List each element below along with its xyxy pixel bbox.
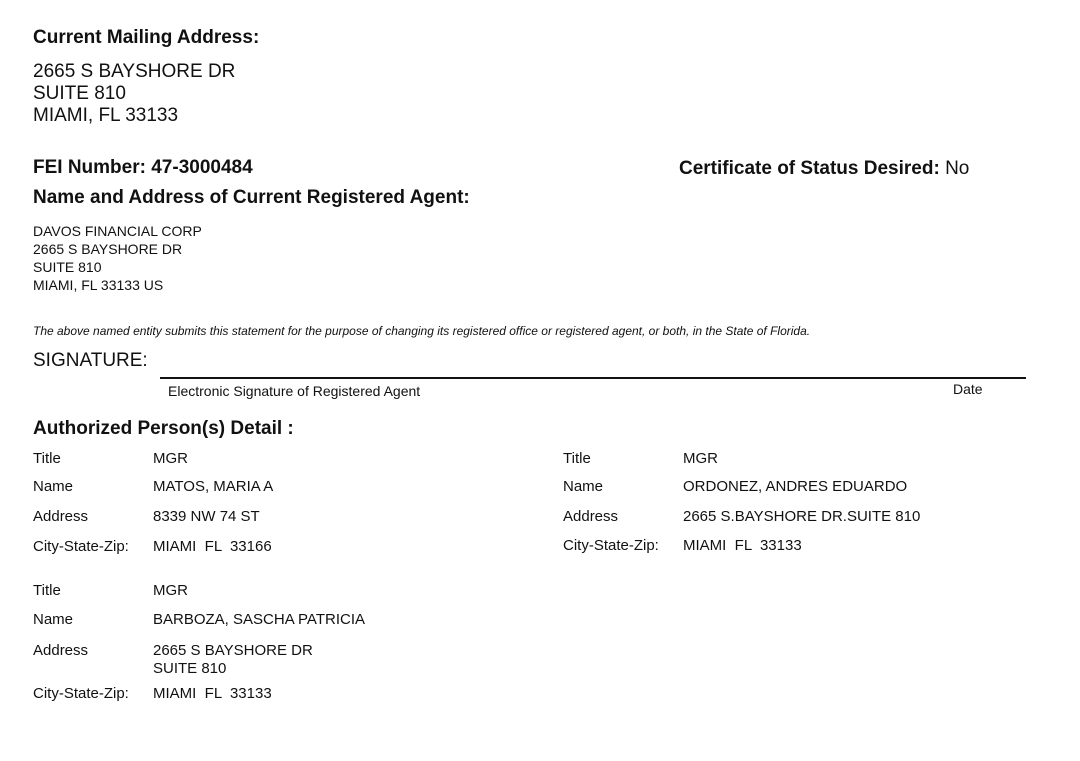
signature-line — [160, 377, 1026, 379]
agent-line-1: DAVOS FINANCIAL CORP — [33, 223, 202, 239]
person-name-value: ORDONEZ, ANDRES EDUARDO — [683, 478, 908, 495]
person-name-value: BARBOZA, SASCHA PATRICIA — [153, 611, 365, 628]
person-name-label: Name — [563, 478, 604, 495]
mailing-address-line-1: 2665 S BAYSHORE DR — [33, 61, 236, 82]
person-address-label: Address — [563, 508, 619, 525]
person-csz-value: MIAMI FL 33166 — [153, 538, 272, 555]
statement-text: The above named entity submits this statement for the purpose of changing its registered office or registered agent, or both, in the State of Florida. — [33, 324, 811, 338]
certificate-status — [679, 158, 969, 180]
person-csz-label: City-State-Zip: — [563, 537, 659, 554]
person-address-label: Address — [33, 508, 89, 525]
person-address-line-1: 2665 S BAYSHORE DR — [153, 642, 313, 659]
person-address-label: Address — [33, 642, 89, 659]
certificate-status-value: No — [945, 158, 970, 179]
authorized-persons-heading: Authorized Person(s) Detail : — [33, 418, 294, 439]
person-title-value: MGR — [153, 582, 188, 599]
person-csz-value: MIAMI FL 33133 — [683, 537, 802, 554]
person-title-value: MGR — [683, 450, 718, 467]
person-address-line-2: SUITE 810 — [153, 660, 227, 677]
person-name-value: MATOS, MARIA A — [153, 478, 274, 495]
mailing-address-heading: Current Mailing Address: — [33, 27, 260, 48]
mailing-address-line-3: MIAMI, FL 33133 — [33, 105, 179, 126]
signature-label: SIGNATURE: — [33, 350, 148, 371]
person-title-label: Title — [33, 582, 61, 599]
person-address-value: 8339 NW 74 ST — [153, 508, 260, 525]
person-title-label: Title — [33, 450, 61, 467]
person-csz-label: City-State-Zip: — [33, 538, 129, 555]
agent-line-3: SUITE 810 — [33, 259, 102, 275]
person-csz-value: MIAMI FL 33133 — [153, 685, 272, 702]
certificate-status-label: Certificate of Status Desired: — [679, 158, 940, 179]
mailing-address-line-2: SUITE 810 — [33, 83, 126, 104]
person-name-label: Name — [33, 478, 74, 495]
agent-line-4: MIAMI, FL 33133 US — [33, 277, 164, 293]
person-title-label: Title — [563, 450, 591, 467]
person-name-label: Name — [33, 611, 74, 628]
fei-number-label: FEI Number: — [33, 157, 146, 178]
person-title-value: MGR — [153, 450, 188, 467]
person-csz-label: City-State-Zip: — [33, 685, 129, 702]
registered-agent-heading: Name and Address of Current Registered Agent: — [33, 187, 470, 208]
signature-date-label: Date — [953, 381, 983, 397]
person-address-value: 2665 S.BAYSHORE DR.SUITE 810 — [683, 508, 921, 525]
signature-caption: Electronic Signature of Registered Agent — [168, 383, 421, 399]
agent-line-2: 2665 S BAYSHORE DR — [33, 241, 183, 257]
fei-number — [33, 157, 253, 179]
fei-number-value: 47-3000484 — [151, 157, 253, 178]
